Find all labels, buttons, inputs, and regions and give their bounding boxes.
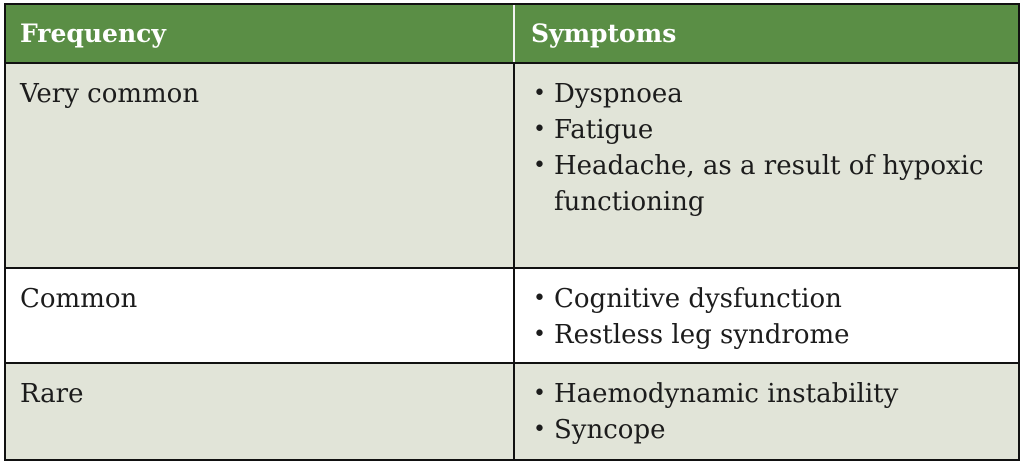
symptom-list: [533, 281, 1018, 353]
table-row: [6, 363, 1018, 459]
bullet-icon: •: [533, 322, 546, 347]
frequency-column-header: Frequency: [6, 5, 514, 63]
symptoms-table-grid: [6, 5, 1018, 459]
list-item: [533, 281, 1018, 317]
symptom-list: [533, 376, 1018, 448]
symptoms-cell: [514, 363, 1018, 459]
bullet-icon: •: [533, 117, 546, 142]
symptom-text: Headache, as a result of hypoxic functioning: [554, 151, 984, 217]
bullet-icon: •: [533, 417, 546, 442]
symptom-text: Restless leg syndrome: [554, 320, 850, 350]
symptom-text: Cognitive dysfunction: [554, 284, 842, 314]
frequency-cell: Common: [6, 268, 514, 363]
symptom-text: Fatigue: [554, 115, 654, 145]
list-item: [533, 376, 1018, 412]
symptom-text: Dyspnoea: [554, 79, 683, 109]
symptoms-table: [4, 3, 1020, 461]
symptom-text: Syncope: [554, 415, 666, 445]
list-item: [533, 148, 1018, 220]
header-row: [6, 5, 1018, 63]
list-item: [533, 112, 1018, 148]
symptoms-column-header: Symptoms: [514, 5, 1018, 63]
symptom-list: [533, 76, 1018, 220]
frequency-cell: Very common: [6, 63, 514, 268]
bullet-icon: •: [533, 153, 546, 178]
table-row: [6, 268, 1018, 363]
symptom-text: Haemodynamic instability: [554, 379, 899, 409]
list-item: [533, 317, 1018, 353]
list-item: [533, 412, 1018, 448]
table-row: [6, 63, 1018, 268]
bullet-icon: •: [533, 81, 546, 106]
list-item: [533, 76, 1018, 112]
symptoms-cell: [514, 63, 1018, 268]
symptoms-cell: [514, 268, 1018, 363]
bullet-icon: •: [533, 381, 546, 406]
bullet-icon: •: [533, 286, 546, 311]
frequency-cell: Rare: [6, 363, 514, 459]
